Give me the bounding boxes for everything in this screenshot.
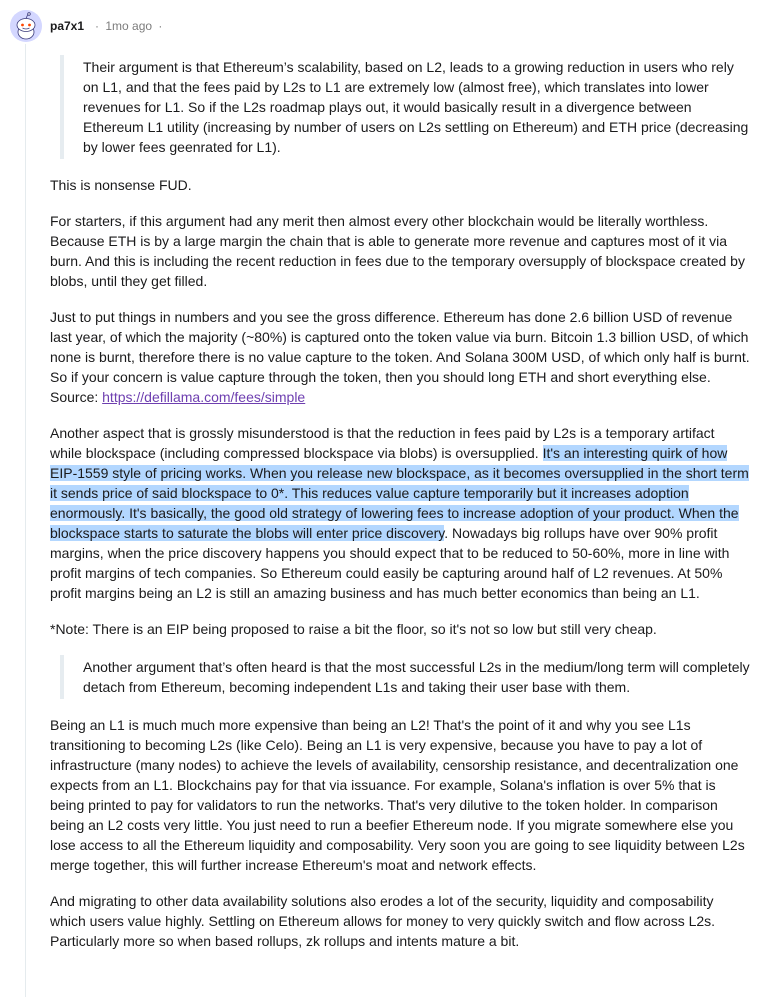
- avatar[interactable]: [10, 10, 42, 42]
- comment-timestamp[interactable]: 1mo ago: [105, 19, 153, 33]
- paragraph-text: Another aspect that is grossly misunderstood is that the reduction in fees paid by L2s is a temporary artifact while blockspace (including compressed blockspace via blobs) is oversupplied.: [50, 425, 715, 461]
- thread-line[interactable]: [25, 44, 26, 997]
- paragraph: This is nonsense FUD.: [50, 177, 192, 193]
- selected-text: It's an interesting quirk of how EIP-1559 style of pricing works. When you release new blockspace, as it becomes oversupplied in the short term it sends price of said blockspace to 0*. This reduces value capture temporarily but it increases adoption enormously. It's basically, the good old strategy of lowering fees to increase adoption of your product. When the blockspace starts to saturate the blobs will enter price discovery: [50, 445, 749, 541]
- paragraph: [50, 307, 750, 407]
- comment-body: [50, 55, 750, 967]
- paragraph-text: . Nowadays big rollups have over 90% profit margins, when the price discovery happens you should expect that to be reduced to 50-60%, more in line with profit margins of tech companies. So Ethereum could easily be capturing around half of L2 revenues. At 50% profit margins being an L2 is still an amazing business and has much better economics than being an L1.: [50, 525, 730, 601]
- paragraph-text: Just to put things in numbers and you see the gross difference. Ethereum has done 2.6 billion USD of revenue last year, of which the majority (~80%) is captured onto the token value via burn. Bitcoin 1.3 billion USD, of which none is burnt, therefore there is no value capture to the token. And Solana 300M USD, of which only half is burnt. So if your concern is value capture through the token, then you should long ETH and short everything else. Source:: [50, 309, 750, 405]
- paragraph: *Note: There is an EIP being proposed to raise a bit the floor, so it's not so low but still very cheap.: [50, 621, 657, 637]
- blockquote-text: Their argument is that Ethereum’s scalability, based on L2, leads to a growing reduction in users who rely on L1, and that the fees paid by L2s to L1 are extremely low (almost free), which translates into lower revenues for L1. So if the L2s roadmap plays out, it would basically result in a divergence between Ethereum L1 utility (increasing by number of users on L2s settling on Ethereum) and ETH price (decreasing by lower fees geenrated for L1).: [83, 59, 749, 155]
- blockquote: [60, 655, 750, 699]
- paragraph: [50, 423, 750, 603]
- reddit-snoo-icon: [10, 10, 42, 42]
- meta-separator: ·: [95, 19, 100, 33]
- paragraph: For starters, if this argument had any merit then almost every other blockchain would be literally worthless. Because ETH is by a large margin the chain that is able to generate more revenue and captures most of it via burn. And this is including the recent reduction in fees due to the temporary oversupply of blockspace created by blobs, until they get filled.: [50, 213, 745, 289]
- comment-header: [10, 10, 165, 42]
- paragraph: And migrating to other data availability solutions also erodes a lot of the security, liquidity and composability which users value highly. Settling on Ethereum allows for money to very quickly switch and flow across L2s. Particularly more so when based rollups, zk rollups and intents mature a bit.: [50, 893, 716, 949]
- blockquote-text: Another argument that’s often heard is that the most successful L2s in the medium/long term will completely detach from Ethereum, becoming independent L1s and taking their user base with them.: [83, 659, 750, 695]
- blockquote: [60, 55, 750, 159]
- source-link[interactable]: https://defillama.com/fees/simple: [102, 389, 306, 405]
- paragraph: Being an L1 is much much more expensive than being an L2! That's the point of it and why you see L1s transitioning to becoming L2s (like Celo). Being an L1 is very expensive, because you have to pay a lot of infrastructure (many nodes) to achieve the levels of availability, censorship resistance, and decentralization one expects from an L1. Blockchains pay for that via issuance. For example, Solana's inflation is over 5% that is being printed to pay for validators to run the networks. That's very dilutive to the token holder. In comparison being an L2 costs very little. You just need to run a beefier Ethereum node. If you migrate somewhere else you lose access to all the Ethereum liquidity and composability. Very soon you are going to see liquidity between L2s merge together, this will further increase Ethereum's moat and network effects.: [50, 717, 745, 873]
- username[interactable]: pa7x1: [50, 19, 85, 33]
- comment-meta: [92, 19, 165, 33]
- meta-trailing-separator: ·: [158, 19, 163, 33]
